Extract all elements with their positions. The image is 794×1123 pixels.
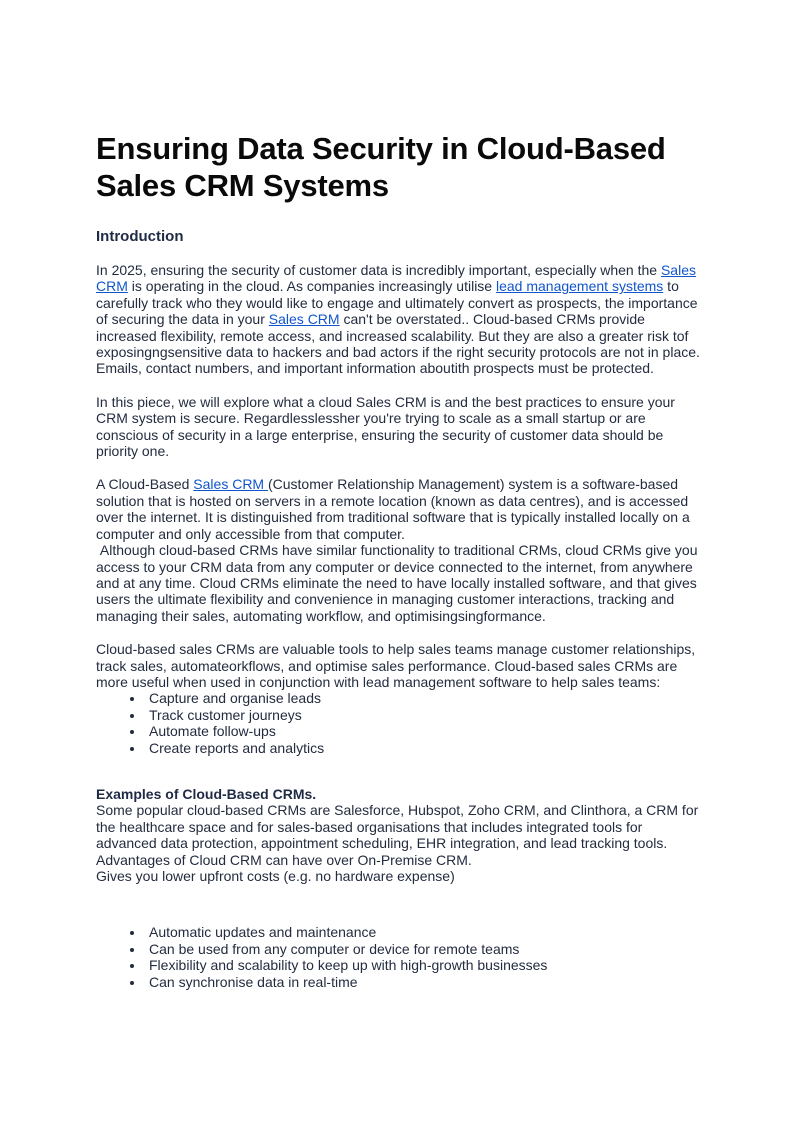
paragraph-text: (Customer Relationship Management) system is a software-based solution that is hosted on servers in a remote location (known as data centres), and is accessed over the internet. It is distinguished from traditional software that is typically installed locally on a computer and only accessible from that computer.: [96, 476, 690, 542]
list-item: • Create reports and analytics: [145, 740, 700, 756]
list-item: • Flexibility and scalability to keep up with high-growth businesses: [145, 957, 700, 973]
document-title: Ensuring Data Security in Cloud-Based Sales CRM Systems: [96, 131, 666, 203]
paragraph-text: Some popular cloud-based CRMs are Salesforce, Hubspot, Zoho CRM, and Clinthora, a CRM for the healthcare space and for sales-based organisations that includes integrated tools for advanced data protection, appointment scheduling, EHR integration, and lead tracking tools.: [96, 802, 699, 852]
list-item: • Can be used from any computer or device for remote teams: [145, 941, 700, 957]
heading-introduction: Introduction: [96, 228, 184, 245]
paragraph-text: Gives you lower upfront costs (e.g. no hardware expense): [96, 868, 455, 884]
paragraph-text: A Cloud-Based: [96, 476, 194, 493]
link-lead-management-systems[interactable]: lead management systems: [495, 278, 664, 295]
paragraph-text: to carefully track who they would like to engage and ultimately convert as prospects, the importance of securing the data in your: [96, 278, 698, 328]
paragraph-text: can't be overstated.. Cloud-based CRMs provide increased flexibility, remote access, and increased scalability. But they are also a greater risk tof exposingngsensitive data to hackers and bad actors if the right security protocols are not in place.: [96, 311, 700, 361]
paragraph-text: In 2025, ensuring the security of customer data is incredibly important, especially when the: [96, 262, 661, 278]
list-item: • Automate follow-ups: [145, 723, 700, 739]
paragraph-cloud-crm-definition: [96, 476, 700, 624]
paragraph-examples: [96, 802, 700, 884]
link-sales-crm-2[interactable]: Sales CRM: [268, 311, 340, 328]
paragraph-text: is operating in the cloud. As companies increasingly utilise: [127, 278, 496, 295]
heading-examples: Examples of Cloud-Based CRMs.: [96, 785, 317, 802]
paragraph-intro-2: In this piece, we will explore what a cloud Sales CRM is and the best practices to ensure your CRM system is secure. Regardlesslessher you're trying to scale as a small startup or are conscious of security in a large enterprise, ensuring the security of customer data should be priority one.: [96, 393, 675, 460]
bullet-list-crm-capabilities: [96, 690, 700, 756]
bullet-list-cloud-advantages: [96, 924, 700, 990]
list-item: • Automatic updates and maintenance: [145, 924, 700, 940]
list-item: • Capture and organise leads: [145, 690, 700, 706]
paragraph-text: Advantages of Cloud CRM can have over On-Premise CRM.: [96, 851, 472, 868]
paragraph-text: Emails, contact numbers, and important information aboutith prospects must be protected.: [96, 360, 654, 377]
link-sales-crm-3[interactable]: Sales CRM: [193, 476, 268, 493]
list-item: • Track customer journeys: [145, 707, 700, 723]
link-sales-crm-1[interactable]: Sales CRM: [96, 262, 696, 295]
list-item: • Can synchronise data in real-time: [145, 974, 700, 990]
paragraph-intro-1: [96, 262, 700, 377]
paragraph-text: Although cloud-based CRMs have similar functionality to traditional CRMs, cloud CRMs give you access to your CRM data from any computer or device connected to the internet, from anywhere and at any time. Cloud CRMs eliminate the need to have locally installed software, and that gives users the ultimate flexibility and convenience in managing customer interactions, tracking and managing their sales, automating workflow, and optimisingsingformance.: [96, 542, 702, 624]
paragraph-crm-value: Cloud-based sales CRMs are valuable tools to help sales teams manage customer relationships, track sales, automateorkflows, and optimise sales performance. Cloud-based sales CRMs are more useful when used in conjunction with lead management software to help sales teams:: [96, 641, 696, 690]
